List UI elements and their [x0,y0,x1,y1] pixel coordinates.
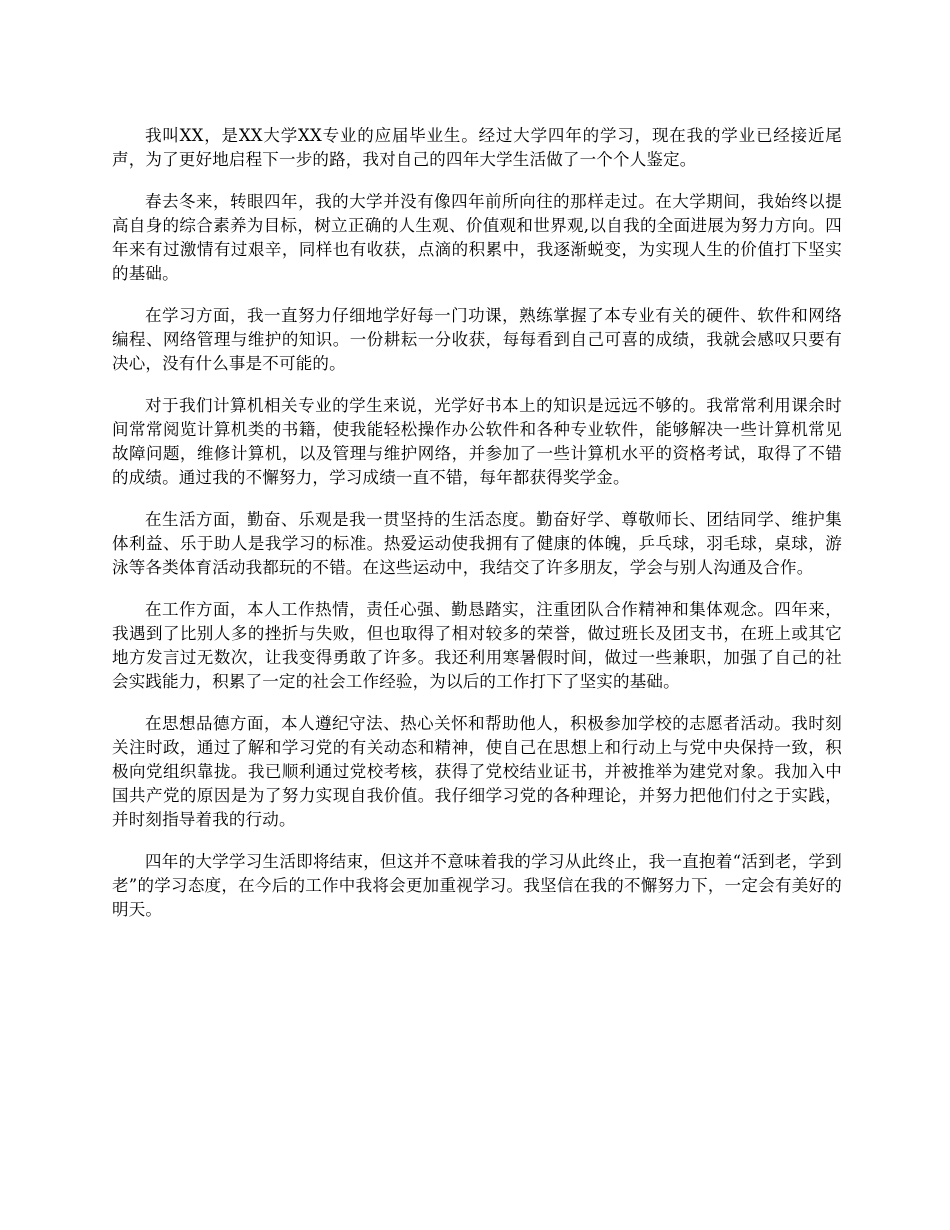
paragraph-work: 在工作方面，本人工作热情，责任心强、勤恳踏实，注重团队合作精神和集体观念。四年来，我遇到了比别人多的挫折与失败，但也取得了相对较多的荣誉，做过班长及团支书，在班上或其它地方发言过无数次，让我变得勇敢了许多。我还利用寒暑假时间，做过一些兼职，加强了自己的社会实践能力，积累了一定的社会工作经验，为以后的工作打下了坚实的基础。 [112,600,842,691]
paragraph-study: 在学习方面，我一直努力仔细地学好每一门功课，熟练掌握了本专业有关的硬件、软件和网络编程、网络管理与维护的知识。一份耕耘一分收获，每每看到自己可喜的成绩，我就会感叹只要有决心，没有什么事是不可能的。 [112,306,842,373]
paragraph-overview: 春去冬来，转眼四年，我的大学并没有像四年前所向往的那样走过。在大学期间，我始终以提高自身的综合素养为目标，树立正确的人生观、价值观和世界观,以自我的全面进展为努力方向。四年来有过激情有过艰辛，同样也有收获，点滴的积累中，我逐渐蜕变，为实现人生的价值打下坚实的基础。 [112,192,842,283]
document-body [112,124,842,940]
paragraph-computer-skills: 对于我们计算机相关专业的学生来说，光学好书本上的知识是远远不够的。我常常利用课余时间常常阅览计算机类的书籍，使我能轻松操作办公软件和各种专业软件，能够解决一些计算机常见故障问题，维修计算机，以及管理与维护网络，并参加了一些计算机水平的资格考试，取得了不错的成绩。通过我的不懈努力，学习成绩一直不错，每年都获得奖学金。 [112,396,842,487]
paragraph-conclusion: 四年的大学学习生活即将结束，但这并不意味着我的学习从此终止，我一直抱着“活到老，学到老”的学习态度，在今后的工作中我将会更加重视学习。我坚信在我的不懈努力下，一定会有美好的明天。 [112,852,842,919]
paragraph-life: 在生活方面，勤奋、乐观是我一贯坚持的生活态度。勤奋好学、尊敬师长、团结同学、维护集体利益、乐于助人是我学习的标准。热爱运动使我拥有了健康的体魄，乒乓球，羽毛球，桌球，游泳等各类体育活动我都玩的不错。在这些运动中，我结交了许多朋友，学会与别人沟通及合作。 [112,510,842,577]
paragraph-ideology: 在思想品德方面，本人遵纪守法、热心关怀和帮助他人，积极参加学校的志愿者活动。我时刻关注时政，通过了解和学习党的有关动态和精神，使自己在思想上和行动上与党中央保持一致，积极向党组织靠拢。我已顺利通过党校考核，获得了党校结业证书，并被推举为建党对象。我加入中国共产党的原因是为了努力实现自我价值。我仔细学习党的各种理论，并努力把他们付之于实践，并时刻指导着我的行动。 [112,714,842,829]
paragraph-intro: 我叫XX，是XX大学XX专业的应届毕业生。经过大学四年的学习，现在我的学业已经接近尾声，为了更好地启程下一步的路，我对自己的四年大学生活做了一个个人鉴定。 [112,126,842,169]
